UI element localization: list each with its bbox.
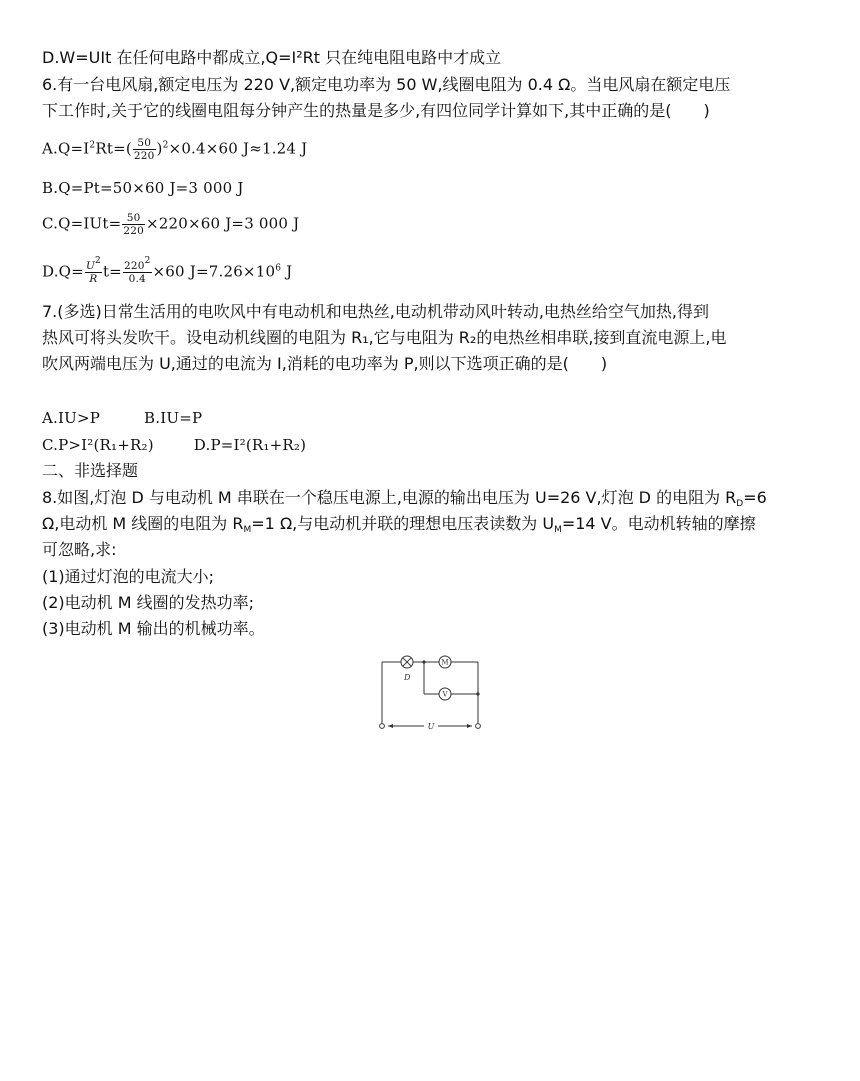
fraction: $\frac{50}{220}$ <box>133 137 155 162</box>
q7-option-c: C.P>I²(R₁+R₂) <box>42 436 154 454</box>
q8-sub3: (3)电动机 M 输出的机械功率。 <box>42 619 265 638</box>
q7-options-row2 <box>42 435 306 455</box>
circuit-diagram <box>376 652 488 734</box>
section-title: 二、非选择题 <box>42 461 139 480</box>
q8-sub1: (1)通过灯泡的电流大小; <box>42 567 215 586</box>
lamp-label: D <box>404 673 411 682</box>
lamp-icon <box>401 656 413 668</box>
q6-stem-line2: 下工作时,关于它的线圈电阻每分钟产生的热量是多少,有四位同学计算如下,其中正确的是( ) <box>42 101 710 120</box>
q8-stem-line1: 8.如图,灯泡 D 与电动机 M 串联在一个稳压电源上,电源的输出电压为 U=26 V,灯泡 D 的电阻为 $R_D=6$ <box>42 488 767 509</box>
q6-option-c: C.Q=IUt= $\frac{50}{220}$ ×220×60 J=3 000 J <box>42 212 300 237</box>
arrow-left-icon <box>388 724 393 728</box>
q6-stem-line1: 6.有一台电风扇,额定电压为 220 V,额定电功率为 50 W,线圈电阻为 0.4 Ω。当电风扇在额定电压 <box>42 75 731 94</box>
q7-stem-line1: 7.(多选)日常生活用的电吹风中有电动机和电热丝,电动机带动风叶转动,电热丝给空气加热,得到 <box>42 302 710 321</box>
q7-stem-line2: 热风可将头发吹干。设电动机线圈的电阻为 R₁,它与电阻为 R₂的电热丝相串联,接到直流电源上,电 <box>42 328 727 347</box>
fraction: $\frac{220^2}{0.4}$ <box>123 256 151 285</box>
q8-sub2: (2)电动机 M 线圈的发热功率; <box>42 593 255 612</box>
q6-option-b: B.Q=Pt=50×60 J=3 000 J <box>42 179 244 197</box>
voltage-label: U <box>427 722 435 731</box>
q7-option-b: B.IU=P <box>144 409 203 427</box>
fraction: $\frac{50}{220}$ <box>123 212 144 237</box>
voltmeter-label: V <box>442 690 448 699</box>
q7-options-row1 <box>42 408 202 428</box>
q7-stem-line3: 吹风两端电压为 U,通过的电流为 I,消耗的电功率为 P,则以下选项正确的是( ) <box>42 354 608 373</box>
junction-dot <box>422 660 425 663</box>
terminal-left <box>380 724 385 729</box>
q7-option-d: D.P=I²(R₁+R₂) <box>193 436 307 454</box>
arrow-right-icon <box>467 724 472 728</box>
fraction: $\frac{U^2}{R}$ <box>85 256 101 285</box>
junction-dot <box>476 692 479 695</box>
q7-option-a: A.IU>P <box>42 409 101 427</box>
motor-label: M <box>441 658 449 667</box>
q6-option-d: D.Q= $\frac{U^2}{R}$ t= $\frac{220^2}{0.4}$ ×60 $J=7.26\times 10^6$ J <box>42 256 293 285</box>
q8-stem-line2: Ω,电动机 M 线圈的电阻为 $R_M=1$ Ω,与电动机并联的理想电压表读数为 $U_M=14$ V。电动机转轴的摩擦 <box>42 514 756 535</box>
terminal-right <box>476 724 481 729</box>
q5-option-d: D.W=UIt 在任何电路中都成立,Q=I²Rt 只在纯电阻电路中才成立 <box>42 48 502 67</box>
q8-stem-line3: 可忽略,求: <box>42 540 117 559</box>
q6-option-a: $A.Q=I^2Rt=$( $\frac{50}{220}$ )$^2$×0.4×60 J≈1.24 J <box>42 137 308 162</box>
